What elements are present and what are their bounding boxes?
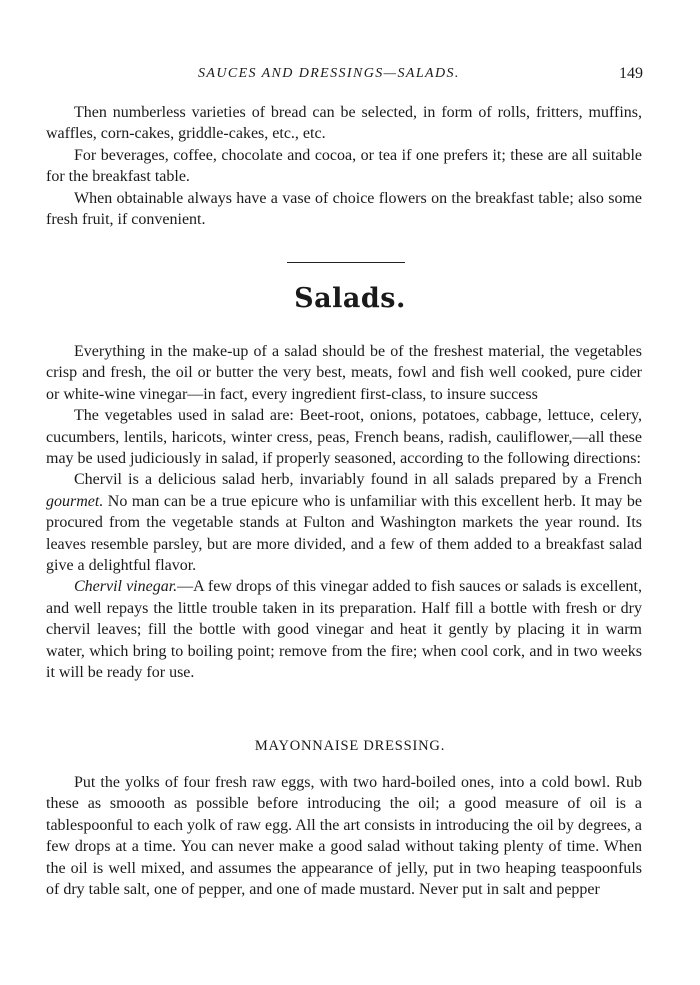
intro-paragraph: When obtainable always have a vase of choice flowers on the breakfast table; also some fresh fruit, if convenient. <box>46 189 642 229</box>
mayonnaise-paragraph: Put the yolks of four fresh raw eggs, with two hard-boiled ones, into a cold bowl. Rub these as smoooth as possible before introducing the oil; a good measure of oil is a tablespoonful to each yolk of raw egg. All the art consists in introducing the oil by degrees, a few drops at a time. You can never make a good salad without taking plenty of time. When the oil is well mixed, and assumes the appearance of jelly, put in two heaping teaspoonfuls of dry table salt, one of pepper, and one of made mustard. Never put in salt and pepper <box>46 774 642 899</box>
chervil-text-cont: No man can be a true epicure who is unfamiliar with this excellent herb. It may be procured from the vegetable stands at Fulton and Washington markets the year round. Its leaves resemble parsley, but are more divided, and a few of them added to a breakfast salad give a delightful flavor. <box>46 492 642 575</box>
chervil-text: Chervil is a delicious salad herb, invariably found in all salads prepared by a French <box>74 471 642 489</box>
chervil-vinegar-term: Chervil vinegar. <box>74 578 178 596</box>
running-title: SAUCES AND DRESSINGS—SALADS. <box>198 66 460 81</box>
salads-paragraph: Everything in the make-up of a salad should be of the freshest material, the vegetables crisp and fresh, the oil or butter the very best, meats, fowl and fish well cooked, pure cider or white-wine vinegar—in fact, every ingredient first-class, to insure success <box>46 343 642 403</box>
intro-paragraph: Then numberless varieties of bread can be selected, in form of rolls, fritters, muffins, waffles, corn-cakes, griddle-cakes, etc., etc. <box>46 104 642 143</box>
intro-paragraph: For beverages, coffee, chocolate and cocoa, or tea if one prefers it; these are all suitable for the breakfast table. <box>46 146 642 186</box>
mayonnaise-heading: MAYONNAISE DRESSING. <box>254 738 446 754</box>
salads-paragraph <box>46 576 642 683</box>
page-number: 149 <box>619 65 643 82</box>
salads-paragraph: The vegetables used in salad are: Beet-root, onions, potatoes, cabbage, lettuce, celery, cucumbers, lentils, haricots, winter cress, peas, French beans, radish, cauliflower,—all these may be used judiciously in salad, if properly seasoned, according to the following directions: <box>46 407 642 468</box>
salads-text <box>46 341 642 684</box>
section-heading-salads: Salads. <box>294 283 406 314</box>
chervil-vinegar-text: —A few drops of this vinegar added to fish sauces or salads is excellent, and well repays the little trouble taken in its preparation. Half fill a bottle with fresh or dry chervil leaves; fill the bottle with good vinegar and heat it gently by placing it in warm water, which bring to boiling point; remove from the fire; when cool cork, and in two weeks it will be ready for use. <box>46 578 642 682</box>
running-head <box>0 66 700 86</box>
mayonnaise-text <box>46 772 642 900</box>
gourmet-term: gourmet. <box>46 492 104 510</box>
salads-paragraph <box>46 469 642 576</box>
section-divider <box>287 262 405 263</box>
intro-text <box>46 102 642 230</box>
